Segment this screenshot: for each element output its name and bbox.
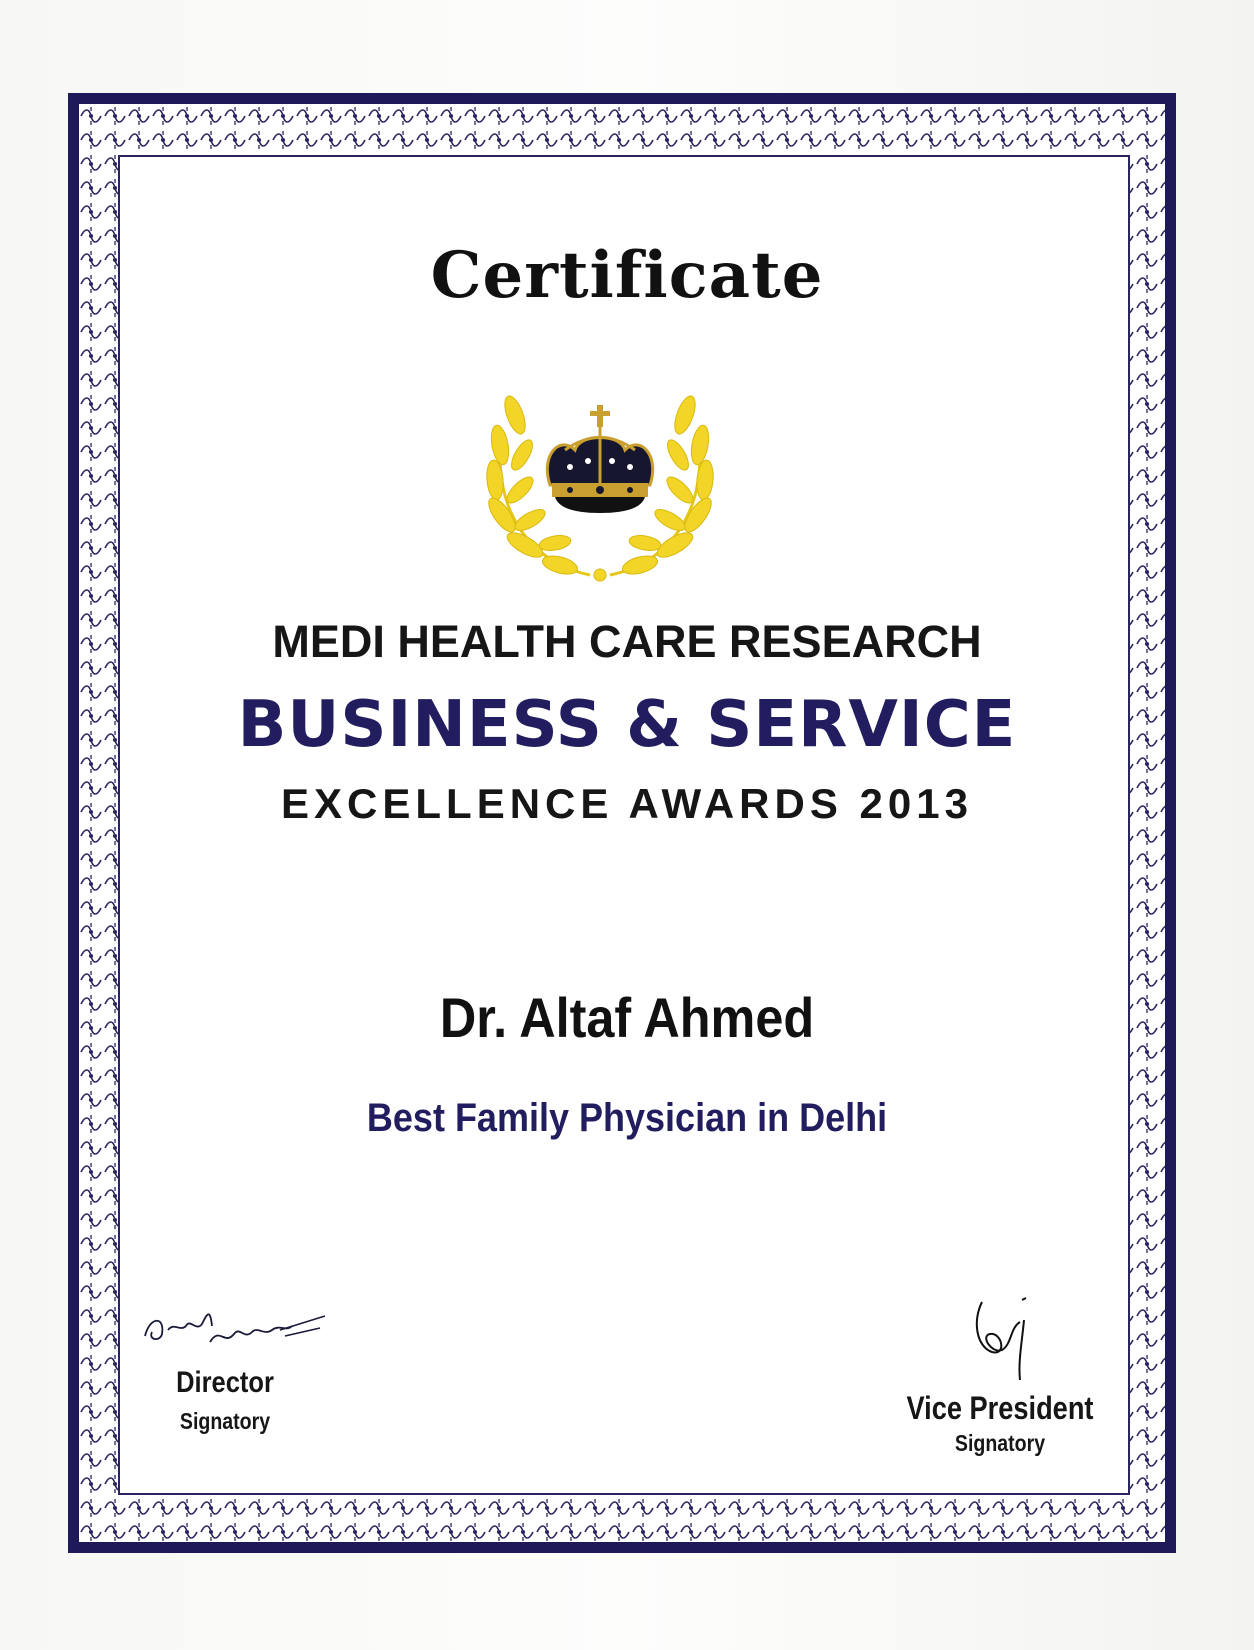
laurel-crown-emblem xyxy=(470,395,730,595)
director-role: Director xyxy=(176,1366,274,1399)
award-subtitle: EXCELLENCE AWARDS 2013 xyxy=(281,780,973,827)
organization-name: MEDI HEALTH CARE RESEARCH xyxy=(272,616,982,667)
award-title: BUSINESS & SERVICE xyxy=(237,688,1017,762)
director-signature xyxy=(140,1296,330,1356)
award-category: Best Family Physician in Delhi xyxy=(366,1096,888,1140)
vice-president-signature xyxy=(962,1292,1042,1382)
certificate-title: Certificate xyxy=(430,238,824,313)
crown-icon xyxy=(547,405,652,513)
recipient-name: Dr. Altaf Ahmed xyxy=(439,986,815,1049)
director-signatory-label: Signatory xyxy=(179,1408,271,1434)
vice-president-role: Vice President xyxy=(906,1390,1094,1426)
vice-president-signatory-label: Signatory xyxy=(954,1430,1046,1456)
